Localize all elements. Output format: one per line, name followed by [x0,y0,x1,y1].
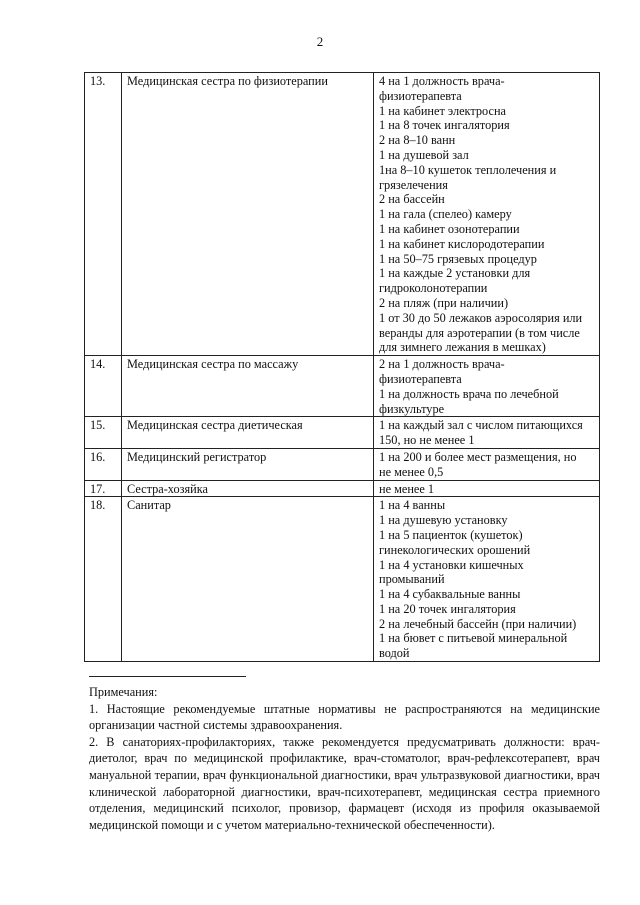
row-number: 15. [85,417,122,449]
table-row [85,417,600,449]
staffing-norm [374,448,600,480]
norm-line: для зимнего лежания в мешках) [379,340,546,355]
norm-line: 150, но не менее 1 [379,433,475,448]
norm-line: физиотерапевта [379,371,462,386]
position-title: Медицинский регистратор [122,448,374,480]
norm-line: 1 на бювет с питьевой минеральной [379,631,568,646]
position-title: Санитар [122,497,374,662]
position-title: Медицинская сестра по массажу [122,356,374,417]
norm-line: 4 на 1 должность врача- [379,74,505,88]
norm-line: 1 на 50–75 грязевых процедур [379,251,537,266]
norm-line: 1 на каждые 2 установки для [379,266,531,281]
table-row [85,73,600,356]
norm-line: физиотерапевта [379,88,462,103]
norm-line: не менее 0,5 [379,464,444,479]
staffing-table [84,72,600,662]
notes-section [89,684,600,833]
table-row [85,497,600,662]
row-number: 13. [85,73,122,356]
norm-line: грязелечения [379,177,448,192]
norm-line: гинекологических орошений [379,542,531,557]
table-row [85,448,600,480]
note-item-2: 2. В санаториях-профилакториях, также рекомендуется предусматривать должности: врач-диетолог, врач по медицинской профилактике, врач-стоматолог, врач-рефлексотерапевт, врач мануальной терапии, врач функциональной диагностики, врач ультразвуковой диагностики, врач клинической лабораторной диагностики, врач-психотерапевт, медицинская сестра приемного отделения, медицинский психолог, провизор, фармацевт (исходя из профиля оказываемой медицинской помощи и с учетом материально-технической обеспеченности). [89,734,600,832]
staffing-norm [374,356,600,417]
norm-line: 1 на кабинет озонотерапии [379,221,520,236]
norm-line: 1 на должность врача по лечебной [379,386,559,401]
table-row [85,480,600,497]
norm-line: не менее 1 [379,481,435,496]
norm-line: водой [379,646,410,661]
norm-line: 1 на 5 пациенток (кушеток) [379,527,523,542]
norm-line: 2 на 8–10 ванн [379,133,456,148]
norm-line: 1 на 200 и более мест размещения, но [379,449,577,464]
norm-line: 1 на 20 точек ингалятория [379,601,516,616]
norm-line: 1 на душевую установку [379,513,508,528]
norm-line: 1 на душевой зал [379,147,469,162]
norm-line: 1 от 30 до 50 лежаков аэросолярия или [379,310,583,325]
table-row [85,356,600,417]
norm-line: 1 на 4 установки кишечных [379,557,524,572]
position-title: Медицинская сестра по физиотерапии [122,73,374,356]
notes-separator [89,676,246,677]
staffing-norm [374,417,600,449]
position-title: Сестра-хозяйка [122,480,374,497]
norm-line: физкультуре [379,401,445,416]
page-number: 2 [316,34,324,49]
norm-line: гидроколонотерапии [379,281,488,296]
norm-line: 1 на 8 точек ингалятория [379,118,510,133]
norm-line: промываний [379,572,445,587]
norm-line: 1 на гала (спелео) камеру [379,207,512,222]
norm-line: 1 на 4 субаквальные ванны [379,587,521,602]
norm-line: 1 на 4 ванны [379,498,446,513]
norm-line: веранды для аэротерапии (в том числе [379,325,580,340]
position-title: Медицинская сестра диетическая [122,417,374,449]
norm-line: 1 на каждый зал с числом питающихся [379,418,583,433]
staffing-norm [374,480,600,497]
notes-heading: Примечания: [89,685,158,699]
norm-line: 1на 8–10 кушеток теплолечения и [379,162,557,177]
norm-line: 1 на кабинет кислородотерапии [379,236,545,251]
staffing-table-body [85,73,600,662]
row-number: 14. [85,356,122,417]
staffing-norm [374,497,600,662]
norm-line: 2 на 1 должность врача- [379,357,505,372]
norm-line: 2 на бассейн [379,192,445,207]
row-number: 16. [85,448,122,480]
norm-line: 1 на кабинет электросна [379,103,506,118]
norm-line: 2 на лечебный бассейн (при наличии) [379,616,577,631]
norm-line: 2 на пляж (при наличии) [379,295,509,310]
note-item-1: 1. Настоящие рекомендуемые штатные нормативы не распространяются на медицинские организации частной системы здравоохранения. [89,701,600,733]
row-number: 18. [85,497,122,662]
staffing-norm [374,73,600,356]
row-number: 17. [85,480,122,497]
